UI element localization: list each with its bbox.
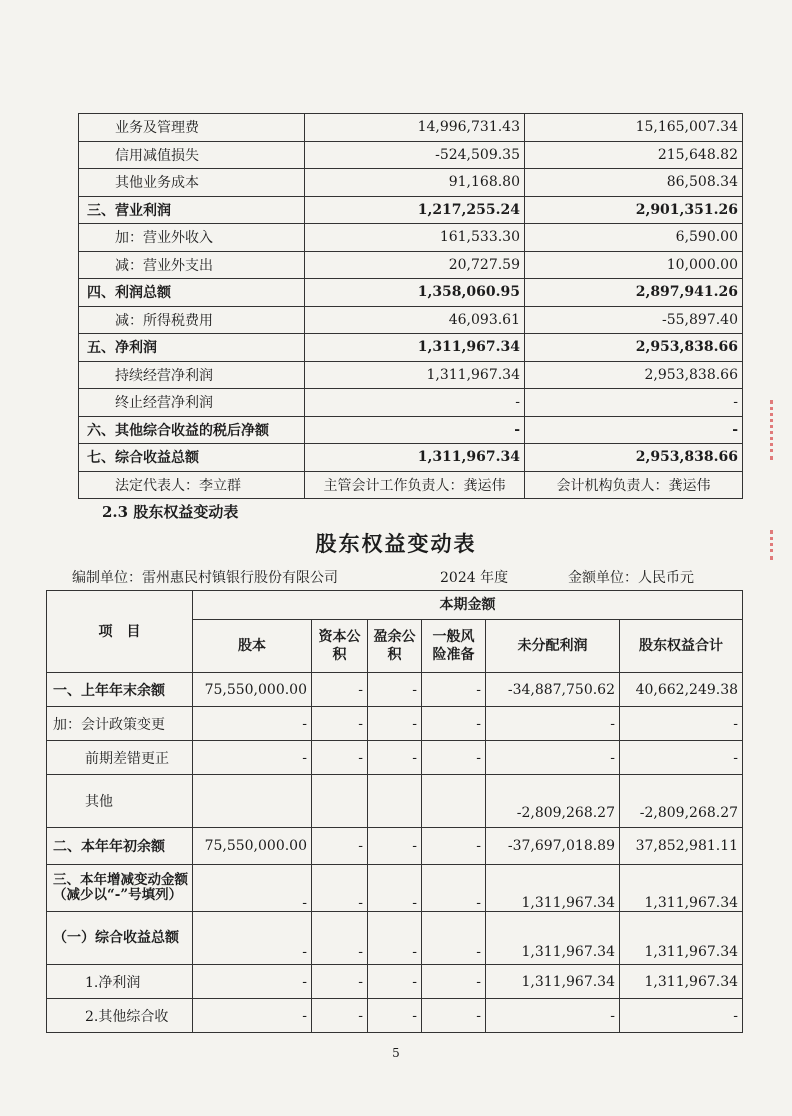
prior-value: 2,953,838.66 <box>525 334 743 362</box>
preparing-unit: 编制单位：雷州惠民村镇银行股份有限公司 <box>72 570 338 586</box>
cell: - <box>422 673 486 707</box>
cell: -37,697,018.89 <box>486 828 620 865</box>
table-row <box>79 169 743 197</box>
cell: -34,887,750.62 <box>486 673 620 707</box>
cell: - <box>312 999 368 1033</box>
table-row <box>79 361 743 389</box>
current-value: 91,168.80 <box>305 169 525 197</box>
cell: - <box>486 707 620 741</box>
cell <box>422 775 486 828</box>
cell: - <box>422 999 486 1033</box>
row-label: 一、上年年末余额 <box>47 673 193 707</box>
row-label: 五、净利润 <box>79 334 305 362</box>
table-row <box>79 444 743 472</box>
row-label: 2.其他综合收 <box>47 999 193 1033</box>
cell: - <box>368 965 422 999</box>
cell: - <box>368 673 422 707</box>
row-label: 前期差错更正 <box>47 741 193 775</box>
row-label: 其他业务成本 <box>79 169 305 197</box>
header-row <box>47 591 743 620</box>
table-row <box>79 196 743 224</box>
table-row <box>79 114 743 142</box>
row-label: 业务及管理费 <box>79 114 305 142</box>
cell: - <box>368 707 422 741</box>
row-label: 二、本年年初余额 <box>47 828 193 865</box>
item-header: 项 目 <box>47 591 193 673</box>
prior-value: 215,648.82 <box>525 141 743 169</box>
row-label: 三、营业利润 <box>79 196 305 224</box>
row-label: 六、其他综合收益的税后净额 <box>79 416 305 444</box>
cell: 1,311,967.34 <box>486 865 620 912</box>
row-label: 终止经营净利润 <box>79 389 305 417</box>
table-row <box>47 741 743 775</box>
cell: - <box>620 741 743 775</box>
column-header: 一般风险准备 <box>422 620 486 673</box>
current-value: -524,509.35 <box>305 141 525 169</box>
column-header: 盈余公积 <box>368 620 422 673</box>
table-row <box>79 279 743 307</box>
prior-value: 2,953,838.66 <box>525 361 743 389</box>
cell: - <box>312 965 368 999</box>
cell: - <box>422 912 486 965</box>
table-row <box>79 389 743 417</box>
cell: - <box>422 965 486 999</box>
cell: 37,852,981.11 <box>620 828 743 865</box>
table-row <box>47 673 743 707</box>
cell: 1,311,967.34 <box>486 912 620 965</box>
cell: - <box>368 865 422 912</box>
cell: - <box>368 999 422 1033</box>
cell: - <box>312 673 368 707</box>
cell: - <box>193 707 312 741</box>
row-label: 信用减值损失 <box>79 141 305 169</box>
cell: - <box>422 707 486 741</box>
cell: - <box>312 912 368 965</box>
table-row <box>79 251 743 279</box>
cell: - <box>312 707 368 741</box>
row-label: 其他 <box>47 775 193 828</box>
current-value: 14,996,731.43 <box>305 114 525 142</box>
prior-value: 10,000.00 <box>525 251 743 279</box>
cell: - <box>620 999 743 1033</box>
current-value: - <box>305 389 525 417</box>
cell: 40,662,249.38 <box>620 673 743 707</box>
column-header: 股本 <box>193 620 312 673</box>
prior-value: 15,165,007.34 <box>525 114 743 142</box>
row-label: 加：营业外收入 <box>79 224 305 252</box>
prior-value: 2,953,838.66 <box>525 444 743 472</box>
table-row <box>79 416 743 444</box>
row-label: 持续经营净利润 <box>79 361 305 389</box>
cell: - <box>312 865 368 912</box>
accounting-dept-head: 会计机构负责人：龚运伟 <box>525 471 743 499</box>
current-value: 46,093.61 <box>305 306 525 334</box>
cell: 1,311,967.34 <box>620 865 743 912</box>
cell: 75,550,000.00 <box>193 828 312 865</box>
cell <box>368 775 422 828</box>
table-row <box>47 828 743 865</box>
cell: - <box>193 965 312 999</box>
current-value: 1,217,255.24 <box>305 196 525 224</box>
prior-value: 6,590.00 <box>525 224 743 252</box>
table-row <box>79 334 743 362</box>
seal-stamp-fragment <box>770 400 792 460</box>
current-value: 1,358,060.95 <box>305 279 525 307</box>
row-label: 减：所得税费用 <box>79 306 305 334</box>
cell: - <box>193 741 312 775</box>
section-title: 2.3 股东权益变动表 <box>102 503 239 521</box>
equity-changes-table <box>46 590 743 1033</box>
column-header: 资本公积 <box>312 620 368 673</box>
row-label: 四、利润总额 <box>79 279 305 307</box>
table-row <box>79 141 743 169</box>
cell: 1,311,967.34 <box>620 965 743 999</box>
prior-value: - <box>525 416 743 444</box>
cell: - <box>486 999 620 1033</box>
cell: - <box>312 741 368 775</box>
table-row <box>47 912 743 965</box>
row-label: 减：营业外支出 <box>79 251 305 279</box>
cell: - <box>193 865 312 912</box>
page-number: 5 <box>392 1046 400 1060</box>
cell: - <box>422 741 486 775</box>
row-label: 加：会计政策变更 <box>47 707 193 741</box>
cell: - <box>368 741 422 775</box>
table-row <box>47 707 743 741</box>
currency-unit: 金额单位：人民币元 <box>568 570 694 586</box>
period-header: 本期金额 <box>193 591 743 620</box>
column-header: 股东权益合计 <box>620 620 743 673</box>
cell: 1,311,967.34 <box>620 912 743 965</box>
cell: - <box>368 828 422 865</box>
table-row <box>47 775 743 828</box>
table-row <box>79 224 743 252</box>
cell: - <box>193 912 312 965</box>
current-value: 1,311,967.34 <box>305 361 525 389</box>
table-row <box>47 865 743 912</box>
cell: -2,809,268.27 <box>620 775 743 828</box>
seal-stamp-fragment <box>770 530 792 560</box>
cell: - <box>422 828 486 865</box>
prior-value: 86,508.34 <box>525 169 743 197</box>
cell <box>312 775 368 828</box>
prior-value: 2,897,941.26 <box>525 279 743 307</box>
cell: - <box>486 741 620 775</box>
current-value: 20,727.59 <box>305 251 525 279</box>
prior-value: - <box>525 389 743 417</box>
income-statement-table <box>78 113 743 499</box>
legal-representative: 法定代表人：李立群 <box>79 471 305 499</box>
cell: - <box>312 828 368 865</box>
row-label: 三、本年增减变动金额（减少以“-”号填列） <box>47 865 193 912</box>
signature-row <box>79 471 743 499</box>
accounting-head: 主管会计工作负责人：龚运伟 <box>305 471 525 499</box>
cell: - <box>368 912 422 965</box>
table-title: 股东权益变动表 <box>315 531 477 556</box>
current-value: - <box>305 416 525 444</box>
table-row <box>47 965 743 999</box>
table-row <box>47 999 743 1033</box>
current-value: 1,311,967.34 <box>305 334 525 362</box>
report-year: 2024 年度 <box>440 570 509 586</box>
cell: - <box>422 865 486 912</box>
row-label: 1.净利润 <box>47 965 193 999</box>
cell: 1,311,967.34 <box>486 965 620 999</box>
prior-value: 2,901,351.26 <box>525 196 743 224</box>
table-row <box>79 306 743 334</box>
column-header: 未分配利润 <box>486 620 620 673</box>
current-value: 1,311,967.34 <box>305 444 525 472</box>
current-value: 161,533.30 <box>305 224 525 252</box>
cell <box>193 775 312 828</box>
row-label: （一）综合收益总额 <box>47 912 193 965</box>
cell: -2,809,268.27 <box>486 775 620 828</box>
cell: - <box>193 999 312 1033</box>
prior-value: -55,897.40 <box>525 306 743 334</box>
row-label: 七、综合收益总额 <box>79 444 305 472</box>
cell: 75,550,000.00 <box>193 673 312 707</box>
cell: - <box>620 707 743 741</box>
